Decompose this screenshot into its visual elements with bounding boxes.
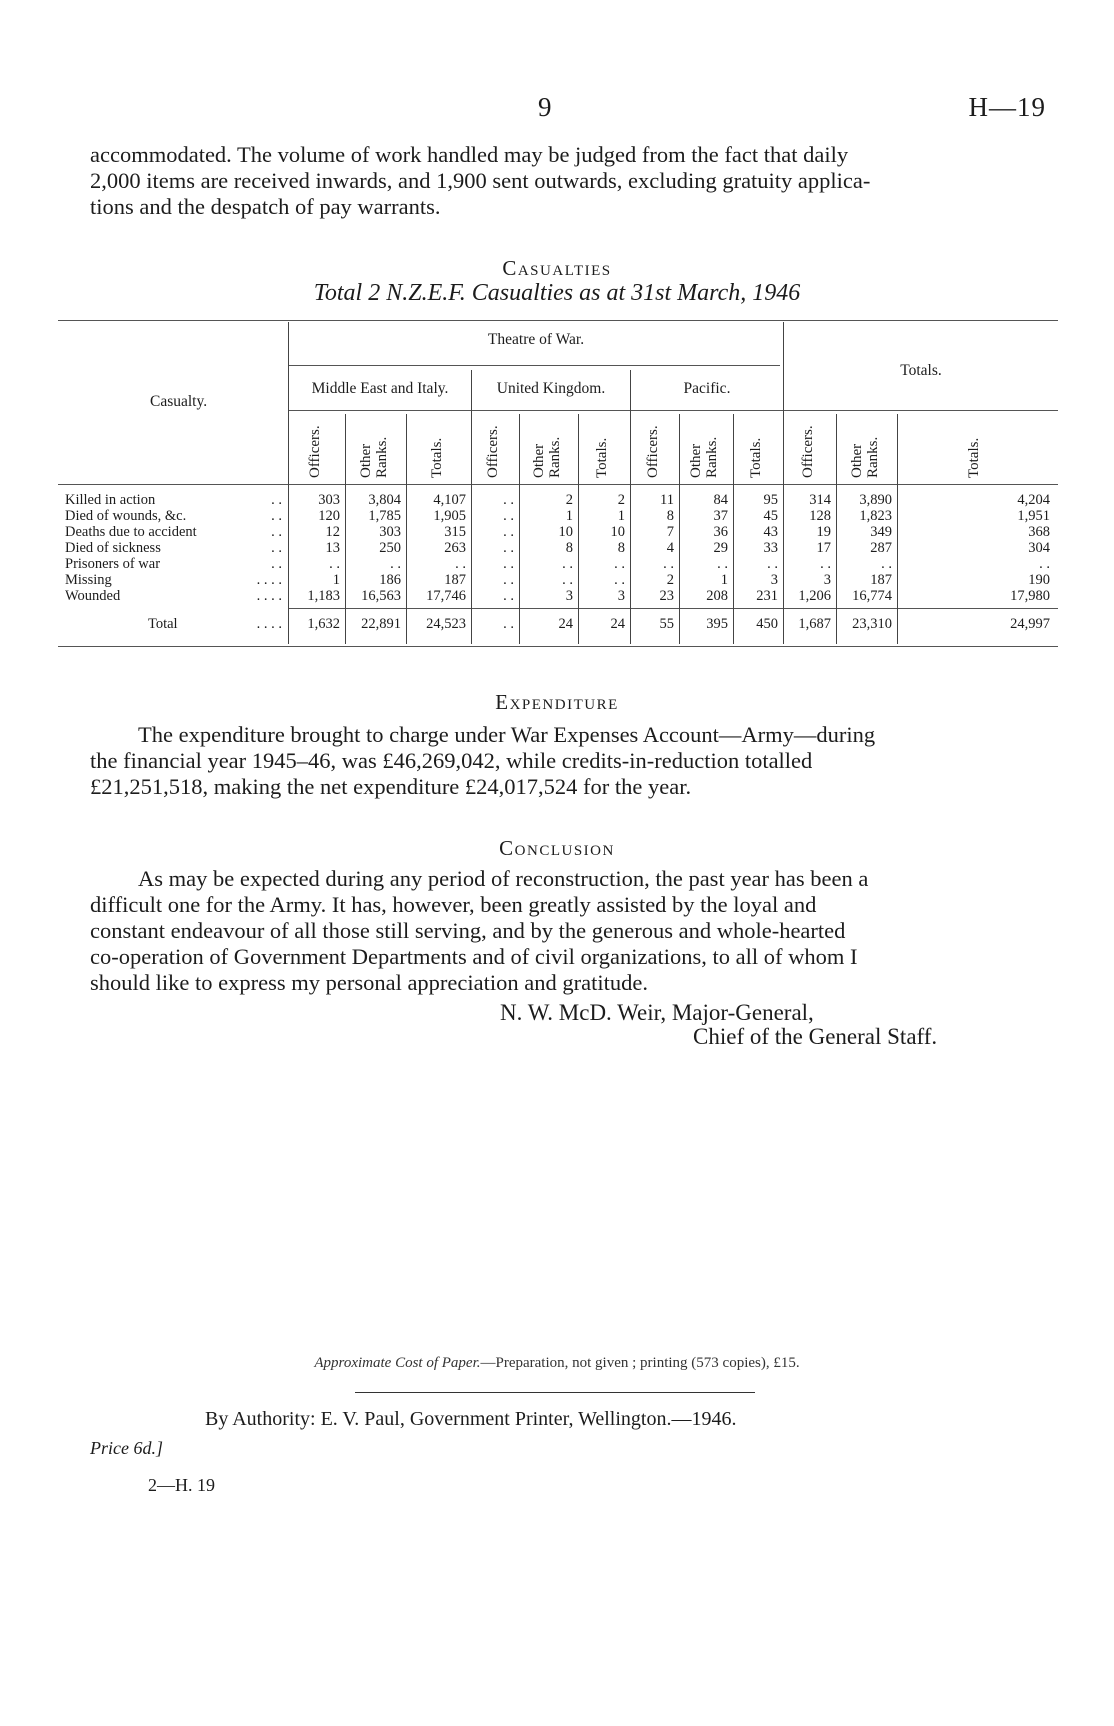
table-cell: . . xyxy=(455,556,466,572)
table-cell: 208 xyxy=(706,588,728,604)
subcolumn-header-text: Officers. xyxy=(485,425,501,478)
subcolumn-header-text: Officers. xyxy=(644,425,661,478)
row-leader-dots: . . xyxy=(271,524,282,540)
table-cell: . . xyxy=(562,572,573,588)
table-cell: 1,905 xyxy=(433,508,466,524)
document-code: 2—H. 19 xyxy=(148,1475,215,1495)
expenditure-paragraph xyxy=(90,722,1040,800)
row-leader-dots: . . . . xyxy=(256,616,282,632)
table-cell: 1 xyxy=(565,508,573,524)
subcolumn-header-text: Ranks. xyxy=(373,436,390,478)
table-cell: 23 xyxy=(659,588,674,604)
signature-title: Chief of the General Staff. xyxy=(693,1024,938,1049)
row-label: Died of sickness xyxy=(65,540,161,556)
table-cell: 17,746 xyxy=(426,588,466,604)
expenditure-line-2: the financial year 1945–46, was £46,269,042, while credits-in-reduction totalled xyxy=(90,748,813,773)
row-leader-dots: . . xyxy=(271,556,282,572)
row-leader-dots: . . xyxy=(271,540,282,556)
intro-line-3: tions and the despatch of pay warrants. xyxy=(90,194,441,219)
table-cell: 4,107 xyxy=(433,492,466,508)
table-cell: 24 xyxy=(610,616,625,632)
row-label: Killed in action xyxy=(65,492,156,508)
subcolumn-header-text: Totals. xyxy=(428,437,445,478)
table-cell: 3 xyxy=(823,572,831,588)
table-cell: 19 xyxy=(816,524,831,540)
header-bottom-rule xyxy=(58,484,1058,485)
table-cell: 24,997 xyxy=(1010,616,1050,632)
table-cell: . . xyxy=(562,556,573,572)
table-cell: 17,980 xyxy=(1010,588,1050,604)
document-reference: H—19 xyxy=(968,92,1046,122)
intro-line-1: accommodated. The volume of work handled may be judged from the fact that daily xyxy=(90,142,849,167)
table-cell: 13 xyxy=(325,540,340,556)
table-cell: . . xyxy=(390,556,401,572)
subcolumn-header-text: Other xyxy=(688,443,704,478)
table-cell: 3 xyxy=(565,588,573,604)
table-cell: 8 xyxy=(617,540,625,556)
table-cell: 190 xyxy=(1028,572,1050,588)
casualty-column-header: Casualty. xyxy=(150,393,208,410)
row-label: Died of wounds, &c. xyxy=(65,508,187,524)
table-cell: 1,206 xyxy=(798,588,831,604)
cost-of-paper-note xyxy=(0,1355,1114,1372)
table-top-rule xyxy=(58,320,1058,321)
table-cell: 186 xyxy=(379,572,401,588)
table-cell: 1 xyxy=(617,508,625,524)
price-note: Price 6d.] xyxy=(90,1438,163,1458)
table-cell: 2 xyxy=(666,572,674,588)
conclusion-line-1: As may be expected during any period of reconstruction, the past year has been a xyxy=(138,866,869,891)
row-leader-dots: . . xyxy=(271,492,282,508)
table-cell: 3,804 xyxy=(368,492,401,508)
table-cell: 315 xyxy=(444,524,466,540)
table-cell: 250 xyxy=(379,540,401,556)
table-cell: 33 xyxy=(763,540,778,556)
subcolumn-header-text: Other xyxy=(530,443,547,478)
group-header-united-kingdom: United Kingdom. xyxy=(496,380,606,397)
total-row-label: Total xyxy=(148,616,178,632)
table-cell: 10 xyxy=(610,524,625,540)
table-cell: 1,823 xyxy=(859,508,892,524)
table-cell: 37 xyxy=(713,508,728,524)
table-cell: 29 xyxy=(713,540,728,556)
totals-header: Totals. xyxy=(900,362,942,379)
table-cell: 1,183 xyxy=(307,588,340,604)
table-cell: 24 xyxy=(558,616,573,632)
table-cell: . . xyxy=(1039,556,1050,572)
row-leader-dots: . . xyxy=(271,508,282,524)
table-cell: . . xyxy=(503,616,514,632)
table-cell: 17 xyxy=(816,540,831,556)
table-cell: 22,891 xyxy=(361,616,401,632)
table-cell: 45 xyxy=(763,508,778,524)
table-cell: 1,785 xyxy=(368,508,401,524)
table-cell: 1,687 xyxy=(798,616,831,632)
table-cell: 395 xyxy=(706,616,728,632)
table-cell: 1 xyxy=(720,572,728,588)
table-cell: 24,523 xyxy=(426,616,466,632)
intro-paragraph xyxy=(90,142,1040,220)
expenditure-line-3: £21,251,518, making the net expenditure £24,017,524 for the year. xyxy=(90,774,692,799)
conclusion-line-5: should like to express my personal appreciation and gratitude. xyxy=(90,970,648,995)
intro-line-2: 2,000 items are received inwards, and 1,900 sent outwards, excluding gratuity applica- xyxy=(90,168,871,193)
table-cell: 287 xyxy=(870,540,892,556)
subcolumn-header-text: Totals. xyxy=(594,437,610,478)
row-label: Deaths due to accident xyxy=(65,524,197,540)
table-cell: . . xyxy=(329,556,340,572)
theatre-of-war-header: Theatre of War. xyxy=(487,331,585,348)
theatre-underline xyxy=(288,365,780,366)
group-header-middle-east: Middle East and Italy. xyxy=(311,380,449,397)
table-cell: 23,310 xyxy=(852,616,892,632)
conclusion-heading: Conclusion xyxy=(499,836,615,860)
table-cell: 263 xyxy=(444,540,466,556)
total-separator-rule xyxy=(288,608,1058,609)
table-cell: 128 xyxy=(809,508,831,524)
table-cell: 303 xyxy=(379,524,401,540)
table-cell: 95 xyxy=(763,492,778,508)
authority-line: By Authority: E. V. Paul, Government Printer, Wellington.—1946. xyxy=(205,1408,737,1430)
table-cell: 16,563 xyxy=(361,588,401,604)
table-cell: 10 xyxy=(558,524,573,540)
conclusion-paragraph xyxy=(90,866,1040,996)
subcolumn-header-text: Ranks. xyxy=(704,436,720,478)
row-label: Missing xyxy=(65,572,112,588)
table-cell: . . xyxy=(503,508,514,524)
table-cell: . . xyxy=(663,556,674,572)
table-cell: . . xyxy=(503,556,514,572)
table-cell: 231 xyxy=(756,588,778,604)
table-cell: . . xyxy=(503,588,514,604)
table-cell: 3 xyxy=(617,588,625,604)
conclusion-line-4: co-operation of Government Departments and of civil organizations, to all of whom I xyxy=(90,944,858,969)
row-leader-dots: . . . . xyxy=(256,572,282,588)
table-cell: 1 xyxy=(332,572,340,588)
table-cell: 187 xyxy=(444,572,466,588)
table-cell: . . xyxy=(503,492,514,508)
table-cell: 304 xyxy=(1028,540,1050,556)
table-cell: 4 xyxy=(666,540,674,556)
table-bottom-rule xyxy=(58,646,1058,647)
subcolumn-header-text: Other xyxy=(357,443,374,478)
table-cell: 349 xyxy=(870,524,892,540)
table-cell: . . xyxy=(820,556,831,572)
table-cell: 3 xyxy=(770,572,778,588)
table-cell: . . xyxy=(881,556,892,572)
table-cell: . . xyxy=(614,556,625,572)
subcolumn-header-text: Ranks. xyxy=(546,436,563,478)
table-cell: 55 xyxy=(659,616,674,632)
conclusion-line-2: difficult one for the Army. It has, however, been greatly assisted by the loyal and xyxy=(90,892,817,917)
table-cell: 1,951 xyxy=(1017,508,1050,524)
expenditure-heading: Expenditure xyxy=(495,690,619,714)
subcolumn-header-text: Officers. xyxy=(799,425,816,478)
table-cell: . . xyxy=(717,556,728,572)
authority-rule xyxy=(355,1392,755,1393)
subcolumn-header-text: Officers. xyxy=(306,425,323,478)
table-cell: 314 xyxy=(809,492,831,508)
subcolumn-header-text: Totals. xyxy=(966,437,982,478)
page-number: 9 xyxy=(538,92,552,122)
page-header xyxy=(0,92,1114,122)
table-cell: 8 xyxy=(666,508,674,524)
cost-label: Approximate Cost of Paper. xyxy=(314,1355,481,1371)
table-cell: . . xyxy=(767,556,778,572)
casualties-heading: Casualties xyxy=(502,256,612,280)
group-underline xyxy=(288,410,1058,411)
table-cell: 1,632 xyxy=(307,616,340,632)
table-cell: 84 xyxy=(713,492,728,508)
subcolumn-header-text: Other xyxy=(848,443,865,478)
table-cell: 2 xyxy=(565,492,573,508)
table-cell: 7 xyxy=(666,524,674,540)
conclusion-line-3: constant endeavour of all those still serving, and by the generous and whole-hearted xyxy=(90,918,846,943)
table-cell: 8 xyxy=(565,540,573,556)
table-cell: . . xyxy=(503,540,514,556)
row-label: Prisoners of war xyxy=(65,556,161,572)
row-label: Wounded xyxy=(65,588,121,604)
table-cell: . . xyxy=(614,572,625,588)
table-cell: . . xyxy=(503,572,514,588)
table-cell: . . xyxy=(503,524,514,540)
signature-name: N. W. McD. Weir, Major-General, xyxy=(500,1000,814,1025)
table-cell: 3,890 xyxy=(859,492,892,508)
table-cell: 303 xyxy=(318,492,340,508)
subcolumn-header-text: Ranks. xyxy=(864,436,881,478)
table-cell: 16,774 xyxy=(852,588,892,604)
table-cell: 187 xyxy=(870,572,892,588)
expenditure-line-1: The expenditure brought to charge under War Expenses Account—Army—during xyxy=(138,722,876,747)
subcolumn-header-text: Totals. xyxy=(748,437,764,478)
group-header-pacific: Pacific. xyxy=(683,380,731,397)
table-cell: 36 xyxy=(713,524,728,540)
table-cell: 43 xyxy=(763,524,778,540)
table-cell: 368 xyxy=(1028,524,1050,540)
table-cell: 2 xyxy=(617,492,625,508)
row-leader-dots: . . . . xyxy=(256,588,282,604)
table-cell: 120 xyxy=(318,508,340,524)
casualties-subtitle: Total 2 N.Z.E.F. Casualties as at 31st March, 1946 xyxy=(313,280,801,306)
table-cell: 11 xyxy=(660,492,674,508)
table-cell: 450 xyxy=(756,616,778,632)
table-cell: 12 xyxy=(325,524,340,540)
cost-text: —Preparation, not given ; printing (573 copies), £15. xyxy=(480,1355,800,1371)
table-cell: 4,204 xyxy=(1017,492,1050,508)
